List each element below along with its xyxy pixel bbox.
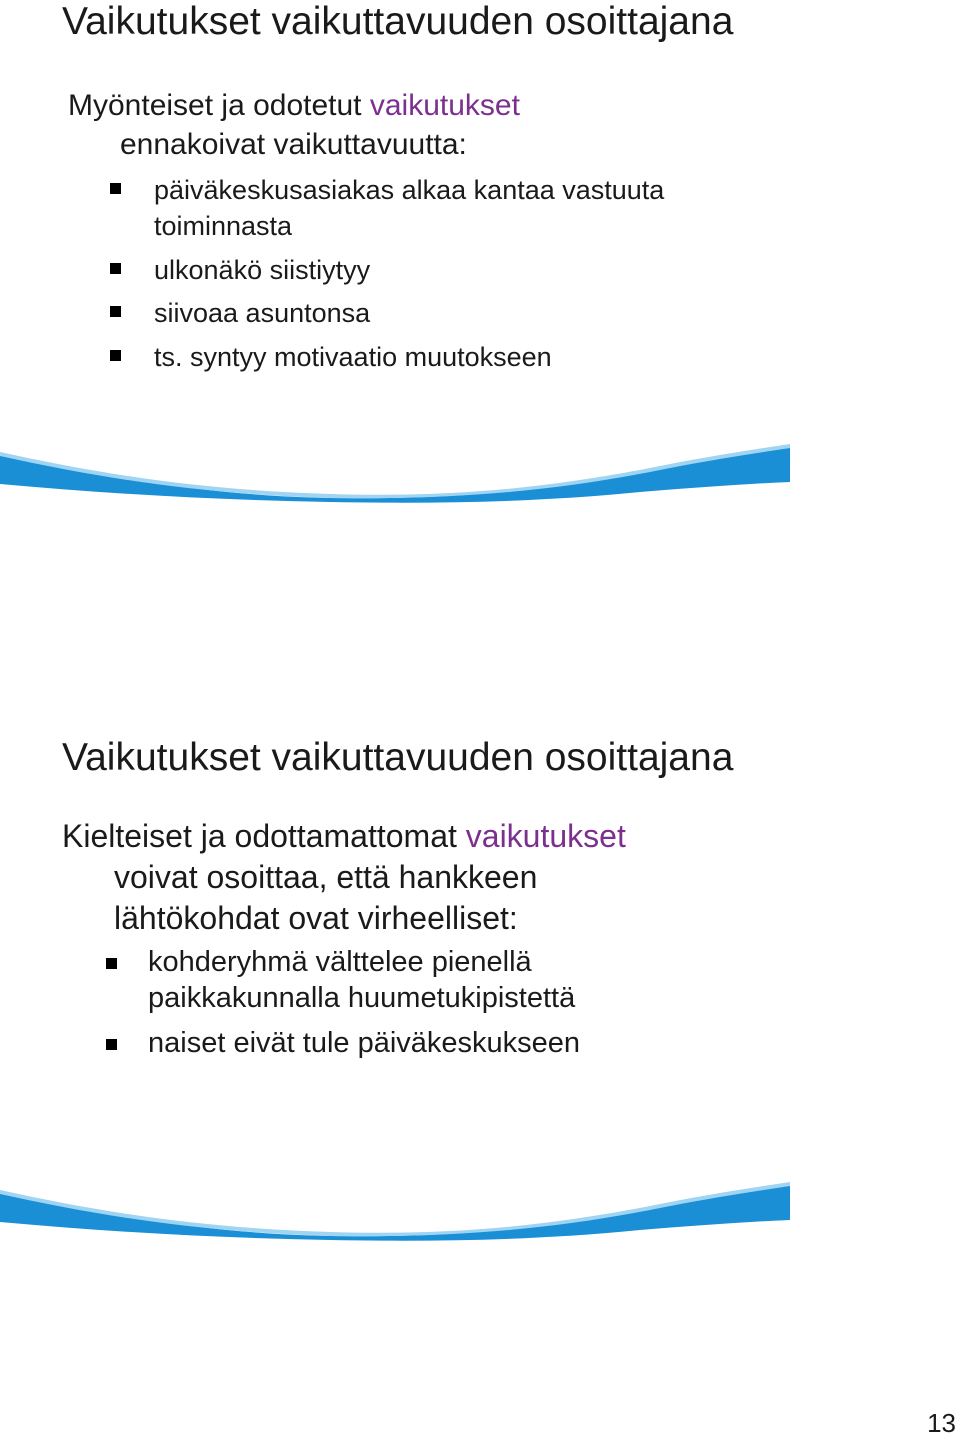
- square-bullet-icon: [110, 183, 121, 194]
- slide-title: Vaikutukset vaikuttavuuden osoittajana: [62, 0, 734, 43]
- list-item: [148, 1025, 580, 1061]
- list-item: [148, 944, 580, 1017]
- bullet-text-continued: toiminnasta: [154, 211, 293, 242]
- list-item: [154, 172, 664, 245]
- blue-wave-decoration: [0, 444, 790, 506]
- list-item: [154, 295, 664, 331]
- slide-lead-text: [62, 816, 626, 939]
- slide-lead-text: [68, 86, 520, 164]
- bullet-text: ts. syntyy motivaatio muutokseen: [154, 341, 552, 372]
- bullet-text: naiset eivät tule päiväkeskukseen: [148, 1026, 581, 1059]
- square-bullet-icon: [106, 958, 117, 969]
- square-bullet-icon: [106, 1039, 117, 1050]
- slide-title: Vaikutukset vaikuttavuuden osoittajana: [62, 736, 734, 779]
- square-bullet-icon: [110, 350, 121, 361]
- bullet-list: [148, 944, 580, 1061]
- slide-1: [0, 0, 960, 510]
- bullet-list: [154, 172, 664, 375]
- lead-prefix: Kielteiset ja odottamattomat: [62, 818, 466, 854]
- list-item: [154, 252, 664, 288]
- blue-wave-decoration: [0, 1182, 790, 1244]
- bullet-text: päiväkeskusasiakas alkaa kantaa vastuuta: [154, 175, 665, 205]
- lead-prefix: Myönteiset ja odotetut: [68, 89, 370, 122]
- lead-highlight: vaikutukset: [369, 89, 520, 122]
- bullet-text: ulkonäkö siistiytyy: [154, 254, 371, 285]
- bullet-text-continued: paikkakunnalla huumetukipistettä: [148, 982, 576, 1015]
- bullet-text: kohderyhmä välttelee pienellä: [148, 946, 532, 978]
- lead-highlight: vaikutukset: [465, 818, 626, 854]
- lead-continuation: lähtökohdat ovat virheelliset:: [114, 899, 518, 936]
- lead-continuation: ennakoivat vaikuttavuutta:: [120, 128, 467, 161]
- lead-continuation: voivat osoittaa, että hankkeen: [114, 858, 538, 895]
- square-bullet-icon: [110, 263, 121, 274]
- slide-2: [0, 730, 960, 1250]
- square-bullet-icon: [110, 306, 121, 317]
- bullet-text: siivoaa asuntonsa: [154, 298, 371, 329]
- list-item: [154, 339, 664, 375]
- page-number: 13: [927, 1408, 956, 1438]
